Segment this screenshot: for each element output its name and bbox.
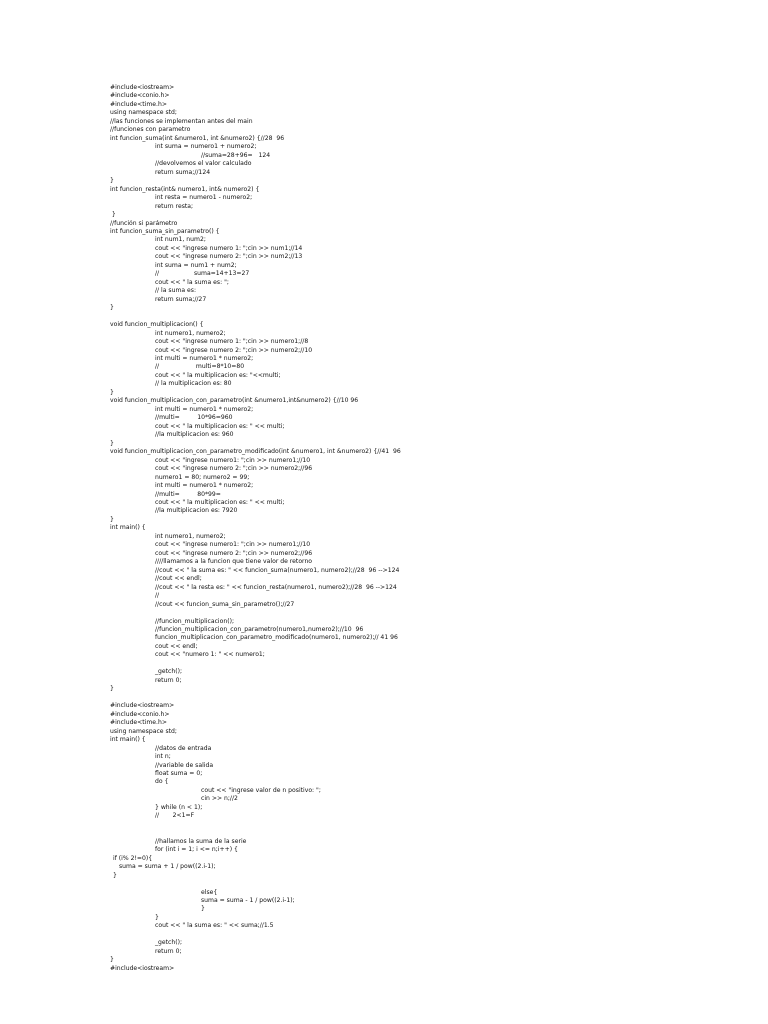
code-line: return suma;//27 xyxy=(155,295,207,303)
code-line: void funcion_multiplicacion_con_parametro(int &numero1,int&numero2) {//10 96 xyxy=(110,397,359,405)
blank-line xyxy=(110,821,730,829)
code-line: numero1 = 80; numero2 = 99; xyxy=(155,473,250,481)
code-line: } xyxy=(110,304,114,312)
code-line: } xyxy=(110,439,114,447)
code-line: #include<iostream> xyxy=(110,84,175,91)
code-line: } xyxy=(110,956,114,964)
code-line: return 0; xyxy=(155,676,182,684)
code-line: do { xyxy=(155,778,169,786)
code-line: //la multiplicacion es: 7920 xyxy=(155,507,238,515)
code-line: int suma = numero1 + numero2; xyxy=(155,143,257,151)
code-line: //datos de entrada xyxy=(155,744,212,752)
code-line: cout << " la multiplicacion es: " << multi; xyxy=(155,498,285,506)
blank-line xyxy=(110,829,730,837)
code-line: //las funciones se implementan antes del main xyxy=(110,117,253,125)
code-line: int suma = num1 + num2; xyxy=(155,261,237,269)
code-line: //devolvemos el valor calculado xyxy=(155,160,252,168)
code-line: //la multiplicacion es: 960 xyxy=(155,431,234,439)
code-line: } xyxy=(113,871,117,879)
code-line: // multi=8*10=80 xyxy=(155,363,245,371)
code-line: } xyxy=(110,211,116,219)
code-line: // la multiplicacion es: 80 xyxy=(155,380,232,388)
code-line: #include<time.h> xyxy=(110,719,167,727)
code-document xyxy=(110,84,730,973)
code-line: cout << " la multiplicacion es: " << multi; xyxy=(155,422,285,430)
code-line: } while (n < 1); xyxy=(155,803,203,811)
code-line: int num1, num2; xyxy=(155,236,206,244)
code-line: int numero1, numero2; xyxy=(155,329,226,337)
code-line: //funcion_multiplicacion_con_parametro(numero1,numero2);//10 96 xyxy=(155,626,364,633)
code-line: int multi = numero1 * numero2; xyxy=(155,405,254,413)
code-line: cin >> n;//2 xyxy=(201,795,238,803)
blank-line xyxy=(110,931,730,939)
code-line: suma = suma + 1 / pow((2.i-1); xyxy=(119,863,216,871)
code-line: //función si parámetro xyxy=(110,219,178,227)
code-line: using namespace std; xyxy=(110,109,177,117)
code-line: int funcion_suma(int &numero1, int &numero2) {//28 96 xyxy=(110,134,285,142)
code-line: //cout << funcion_suma_sin_parametro();//27 xyxy=(155,600,295,608)
code-line: suma = suma - 1 / pow((2.i-1); xyxy=(201,897,295,904)
code-line: else{ xyxy=(201,888,218,896)
code-line: cout << "ingrese numero1: ";cin >> numero1;//10 xyxy=(155,456,311,464)
code-line: //multi= 10*96=960 xyxy=(155,414,233,422)
code-line: //cout << " la suma es: " << funcion_suma(numero1, numero2);//28 96 -->124 xyxy=(155,566,400,574)
code-line: cout << "numero 1: " << numero1; xyxy=(155,651,265,659)
code-line: int funcion_resta(int& numero1, int& numero2) { xyxy=(110,185,260,193)
code-line: // la suma es: xyxy=(155,287,197,295)
code-line: //funcion_multiplicacion(); xyxy=(155,617,235,625)
code-line: _getch(); xyxy=(155,939,183,947)
code-line: //suma=28+96= 124 xyxy=(201,151,271,159)
code-line: // xyxy=(155,592,160,600)
code-line: cout << "ingrese numero 1: ";cin >> num1;//14 xyxy=(155,244,303,252)
code-line: for (int i = 1; i <= n;i++) { xyxy=(155,846,238,854)
code-line: cout << "ingrese numero 2: ";cin >> num2;//13 xyxy=(155,253,303,261)
code-line: cout << "ingrese numero 2: ";cin >> numero2;//96 xyxy=(155,549,313,557)
code-line: cout << "ingrese numero 1: ";cin >> numero1;//8 xyxy=(155,338,309,346)
blank-line xyxy=(110,660,730,668)
code-line: cout << " la suma es: " << suma;//1.5 xyxy=(155,922,274,930)
code-line: } xyxy=(110,177,114,185)
code-line: } xyxy=(110,685,114,693)
code-line: int main() { xyxy=(110,736,146,744)
code-line: int main() { xyxy=(110,524,146,532)
blank-line xyxy=(110,609,730,617)
code-line: int numero1, numero2; xyxy=(155,532,226,540)
code-line: float suma = 0; xyxy=(155,769,203,777)
code-line: //multi= 80*99= xyxy=(155,490,221,498)
code-line: #include<time.h> xyxy=(110,100,167,108)
code-line: return 0; xyxy=(155,947,182,955)
code-line: } xyxy=(110,515,114,523)
code-line: //funciones con parametro xyxy=(110,126,191,134)
code-line: cout << " la suma es: "; xyxy=(155,278,229,286)
code-line: int multi = numero1 * numero2; xyxy=(155,355,254,362)
code-line: int resta = numero1 - numero2; xyxy=(155,194,253,202)
code-line: void funcion_multiplicacion_con_parametro_modificado(int &numero1, int &numero2) {//41 96 xyxy=(110,448,401,456)
code-line: return suma;//124 xyxy=(155,168,211,176)
code-line: void funcion_multiplicacion() { xyxy=(110,321,204,329)
code-line: cout << "ingrese numero1: ";cin >> numero1;//10 xyxy=(155,541,311,549)
code-line: //variable de salida xyxy=(155,761,214,769)
blank-line xyxy=(110,880,730,888)
code-line: //cout << endl; xyxy=(155,575,202,583)
code-line: } xyxy=(110,388,114,396)
code-line: if (i% 2!=0){ xyxy=(113,854,153,862)
code-line: _getch(); xyxy=(155,668,183,676)
code-line: #include<conio.h> xyxy=(110,710,170,718)
code-line: // 2<1=F xyxy=(155,812,195,820)
code-line: ////llamamos a la funcion que tiene valor de retorno xyxy=(155,558,313,566)
code-line: int n; xyxy=(155,753,171,761)
code-line: #include<iostream> xyxy=(110,964,175,972)
code-line: cout << "ingrese valor de n positivo: "; xyxy=(201,786,321,794)
code-line: funcion_multiplicacion_con_parametro_modificado(numero1, numero2);// 41 96 xyxy=(155,634,398,642)
code-line: cout << "ingrese numero 2: ";cin >> numero2;//10 xyxy=(155,346,313,354)
code-line: cout << endl; xyxy=(155,642,198,650)
code-line: } xyxy=(155,913,159,921)
code-line: cout << " la multiplicacion es: "<<multi; xyxy=(155,371,281,379)
code-line: return resta; xyxy=(155,202,194,210)
code-line: } xyxy=(201,905,205,913)
blank-line xyxy=(110,694,730,702)
code-line: using namespace std; xyxy=(110,727,177,735)
code-line: //cout << " la resta es: " << funcion_resta(numero1, numero2);//28 96 -->124 xyxy=(155,583,397,591)
code-line: #include<conio.h> xyxy=(110,92,170,100)
code-line: int funcion_suma_sin_parametro() { xyxy=(110,227,220,235)
code-line: //hallamos la suma de la serie xyxy=(155,837,247,845)
code-line: #include<iostream> xyxy=(110,702,175,710)
blank-line xyxy=(110,313,730,321)
code-line: // suma=14+13=27 xyxy=(155,270,250,278)
code-line: int multi = numero1 * numero2; xyxy=(155,482,254,490)
code-line: cout << "ingrese numero 2: ";cin >> numero2;//96 xyxy=(155,465,313,473)
